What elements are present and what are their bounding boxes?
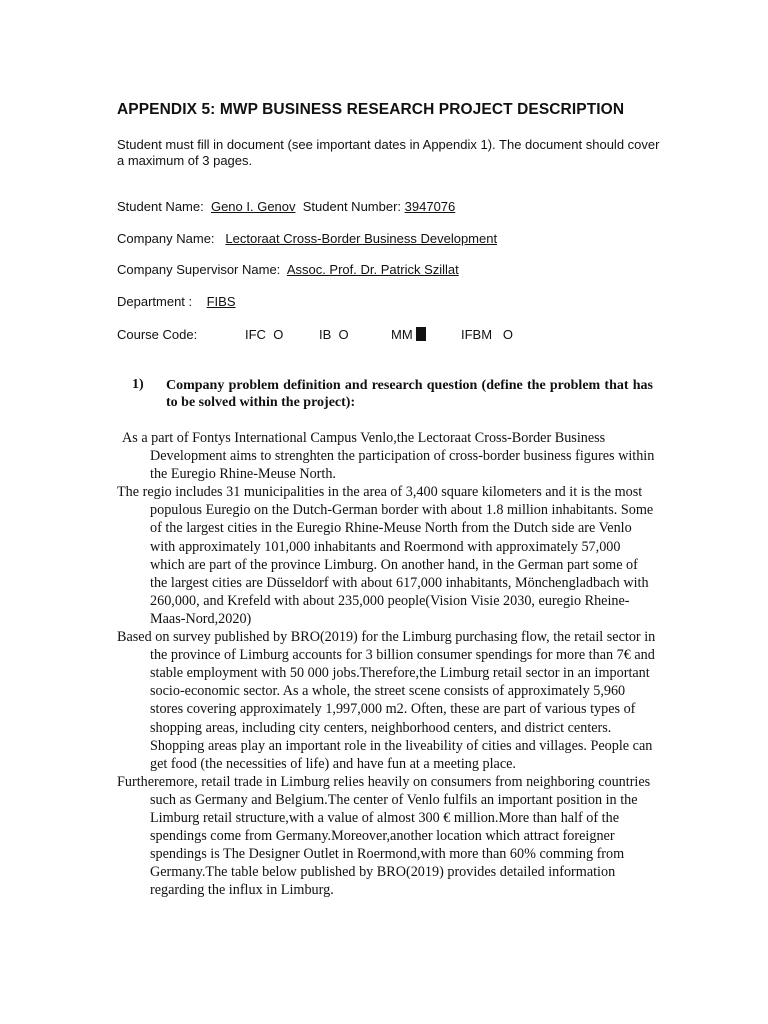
supervisor-value: Assoc. Prof. Dr. Patrick Szillat <box>286 262 459 277</box>
course-option-mm[interactable] <box>391 327 416 343</box>
course-option-label: IB <box>319 327 332 342</box>
course-option-label: MM <box>391 327 413 342</box>
course-option-label: IFC <box>245 327 266 342</box>
student-name-label: Student Name: <box>117 199 204 214</box>
student-number-value: 3947076 <box>404 199 456 214</box>
course-code-line <box>117 327 537 343</box>
radio-icon: O <box>273 327 284 342</box>
department-value: FIBS <box>206 294 236 309</box>
course-code-label: Course Code: <box>117 327 198 342</box>
student-number-label: Student Number: <box>302 199 402 214</box>
paragraph: Furtheremore, retail trade in Limburg relies heavily on consumers from neighboring countries such as Germany and Belgium.The center of Venlo fulfils an important position in the Limburg retail structure,with a value of almost 300 € million.More than half of the spendings come from Germany.Moreover,another location which attract foreigner spendings is The Designer Outlet in Roermond,with more than 60% comming from Germany.The table below published by BRO(2019) provides detailed information regarding the influx in Limburg. <box>117 773 651 899</box>
company-name-label: Company Name: <box>117 231 215 246</box>
body-text <box>117 429 657 899</box>
radio-icon: O <box>338 327 349 342</box>
filled-box-icon <box>416 327 426 341</box>
question-number: 1) <box>132 377 144 392</box>
department-label: Department : <box>117 294 193 309</box>
student-name-value: Geno I. Genov <box>210 199 296 214</box>
intro-text: Student must fill in document (see important dates in Appendix 1). The document should cover a maximum of 3 pages. <box>117 137 660 168</box>
supervisor-line <box>117 262 459 278</box>
supervisor-label: Company Supervisor Name: <box>117 262 281 277</box>
student-line <box>117 199 455 215</box>
department-line <box>117 294 236 310</box>
paragraph: Based on survey published by BRO(2019) for the Limburg purchasing flow, the retail sector in the province of Limburg accounts for 3 billion consumer spendings for more than 7€ and stable employment with 50 000 jobs.Therefore,the Limburg retail sector in an important socio-economic sector. As a whole, the street scene consists of approximately 5,960 stores covering approximately 1,997,000 m2. Often, these are part of various types of shopping areas, including city centers, neighborhood centers, and district centers. Shopping areas play an important role in the liveability of cities and villages. People can get food (the necessities of life) and have fun at a meeting place. <box>117 629 656 772</box>
paragraph: As a part of Fontys International Campus Venlo,the Lectoraat Cross-Border Business Development aims to strenghten the participation of cross-border business figures within the Euregio Rhine-Meuse North. <box>122 430 655 483</box>
course-option-label: IFBM <box>461 327 493 342</box>
course-option-ifc[interactable] <box>245 327 283 343</box>
course-option-ib[interactable] <box>319 327 349 343</box>
radio-icon: O <box>502 327 514 342</box>
question-heading: Company problem definition and research question (define the problem that has to be solved within the project): <box>166 378 653 410</box>
company-name-value: Lectoraat Cross-Border Business Development <box>225 231 498 246</box>
course-option-ifbm[interactable] <box>461 327 513 343</box>
paragraph: The regio includes 31 municipalities in the area of 3,400 square kilometers and it is the most populous Euregio on the Dutch-German border with about 1.8 million inhabitants. Some of the largest cities in the Euregio Rhine-Meuse North from the Dutch side are Venlo with approximately 101,000 inhabitants and Roermond with approximately 57,000 which are part of the province Limburg. On another hand, in the German part some of the largest cities are Düsseldorf with about 617,000 inhabitants, Mönchengladbach with 260,000, and Krefeld with about 235,000 people(Vision Visie 2030, euregio Rheine-Maas-Nord,2020) <box>117 484 654 627</box>
page-title: APPENDIX 5: MWP BUSINESS RESEARCH PROJECT DESCRIPTION <box>117 101 625 118</box>
company-name-line <box>117 231 497 247</box>
